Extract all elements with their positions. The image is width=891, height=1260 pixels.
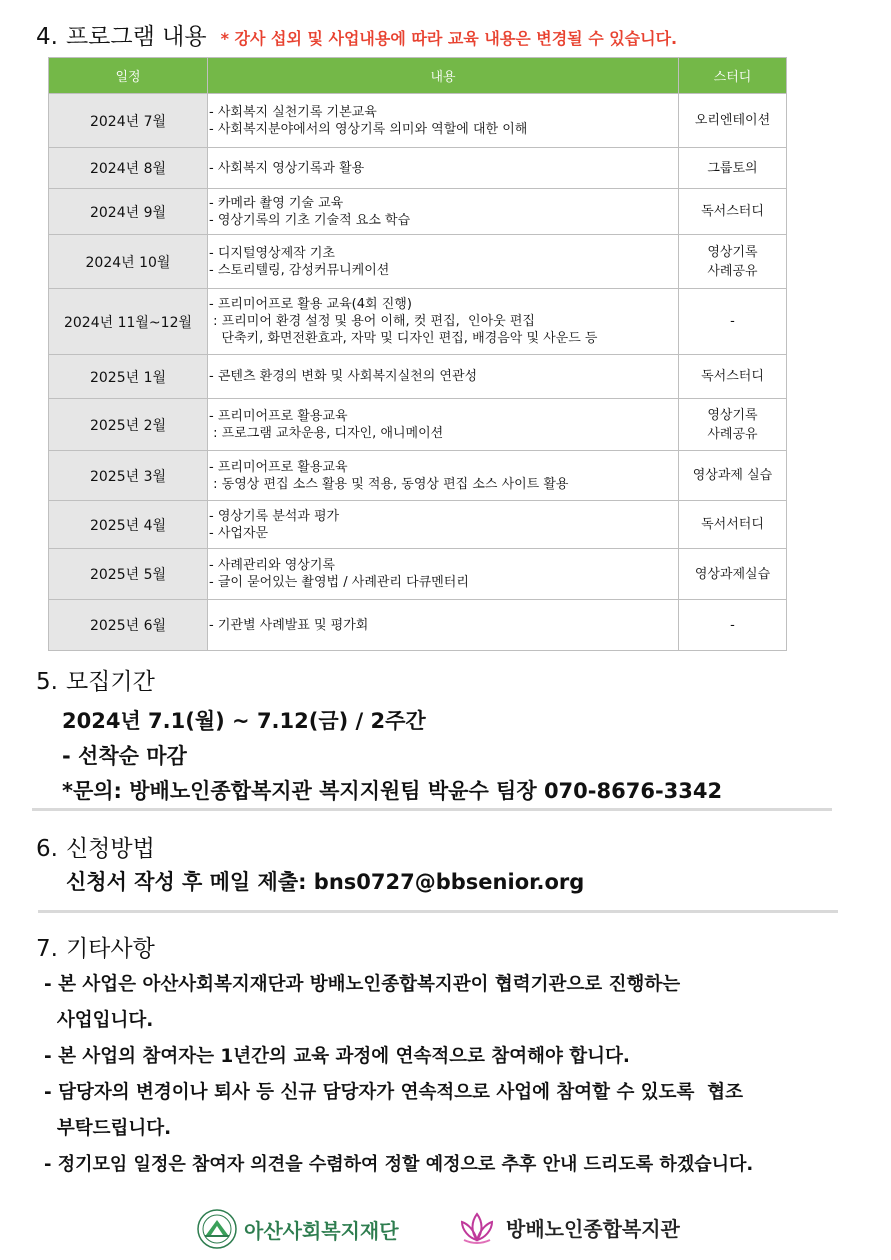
study-cell (679, 235, 787, 289)
content-cell (208, 148, 679, 189)
content-line: - 영상기록의 기초 기술적 요소 학습 (209, 212, 411, 228)
misc-item-4 (44, 1147, 753, 1183)
content-line: - 디지털영상제작 기초 (209, 245, 335, 261)
program-section-title (36, 18, 677, 51)
section-number: 4. (36, 24, 58, 50)
table-row (49, 94, 787, 148)
period-cell: 2024년 9월 (49, 189, 208, 235)
study-cell (679, 600, 787, 651)
study-line: 오리엔테이션 (694, 113, 771, 128)
content-line: - 영상기록 분석과 평가 (209, 508, 340, 524)
content-line: : 프리미어 환경 설정 및 용어 이해, 컷 편집, 인아웃 편집 (209, 314, 535, 329)
recruit-contact: *문의: 방배노인종합복지관 복지지원팀 박윤수 팀장 070-8676-3342 (62, 779, 723, 803)
recruit-details (62, 704, 722, 809)
header-content: 내용 (208, 58, 679, 94)
program-table (48, 57, 787, 651)
content-line: : 프로그램 교차운용, 디자인, 애니메이션 (209, 425, 444, 441)
recruit-period: 2024년 7.1(월) ~ 7.12(금) / 2주간 (62, 709, 426, 733)
table-row (49, 289, 787, 355)
study-line: 독서스터디 (701, 204, 764, 219)
table-row (49, 189, 787, 235)
period-cell: 2025년 6월 (49, 600, 208, 651)
content-line: - 사회복지 실천기록 기본교육 (209, 104, 377, 120)
footer (0, 1200, 891, 1260)
content-line: - 콘텐츠 환경의 변화 및 사회복지실천의 연관성 (209, 369, 478, 384)
misc-item-2 (44, 1039, 630, 1075)
misc-item-line: 부탁드립니다. (44, 1118, 172, 1139)
study-cell (679, 289, 787, 355)
divider (32, 808, 832, 811)
study-cell (679, 399, 787, 451)
period-cell: 2024년 10월 (49, 235, 208, 289)
bangbae-center-logo (456, 1208, 680, 1246)
recruit-first-come: - 선착순 마감 (62, 744, 187, 768)
content-cell (208, 549, 679, 600)
study-cell (679, 189, 787, 235)
content-cell (208, 235, 679, 289)
misc-item-line: - 담당자의 변경이나 퇴사 등 신규 담당자가 연속적으로 사업에 참여할 수 있도록 협조 (44, 1082, 744, 1103)
content-cell (208, 94, 679, 148)
misc-item-1 (44, 967, 680, 1039)
study-line: - (730, 617, 735, 633)
study-cell (679, 355, 787, 399)
content-line: : 동영상 편집 소스 활용 및 적용, 동영상 편집 소스 사이트 활용 (209, 476, 569, 492)
content-line: - 프리미어프로 활용교육 (209, 459, 348, 475)
section-heading: 모집기간 (65, 669, 155, 695)
lotus-icon (456, 1208, 498, 1246)
apply-section-title (36, 830, 155, 863)
period-cell: 2024년 8월 (49, 148, 208, 189)
content-cell (208, 501, 679, 549)
study-line: 영상기록 (707, 244, 758, 260)
content-line: - 글이 묻어있는 촬영법 / 사례관리 다큐멘터리 (209, 575, 469, 590)
content-line: - 사례관리와 영상기록 (209, 558, 335, 573)
study-cell (679, 451, 787, 501)
misc-item-line: - 본 사업의 참여자는 1년간의 교육 과정에 연속적으로 참여해야 합니다. (44, 1046, 630, 1067)
content-line: - 카메라 촬영 기술 교육 (209, 195, 344, 211)
table-row (49, 600, 787, 651)
recruit-section-title (36, 663, 155, 696)
content-line: - 기관별 사례발표 및 평가회 (209, 617, 369, 633)
content-line: - 사회복지 영상기록과 활용 (209, 160, 365, 176)
study-cell (679, 94, 787, 148)
period-cell: 2025년 2월 (49, 399, 208, 451)
header-period: 일정 (49, 58, 208, 94)
content-line: - 프리미어프로 활용 교육(4회 진행) (209, 297, 412, 312)
misc-item-3 (44, 1075, 743, 1147)
divider (38, 910, 838, 913)
period-cell: 2024년 11월~12월 (49, 289, 208, 355)
period-cell: 2025년 5월 (49, 549, 208, 600)
study-line: 영상과제실습 (694, 566, 771, 582)
table-row (49, 355, 787, 399)
content-line: - 사회복지분야에서의 영상기록 의미와 역할에 대한 이해 (209, 121, 528, 137)
study-cell (679, 148, 787, 189)
section-number: 5. (36, 669, 58, 695)
section-number: 7. (36, 936, 58, 962)
table-row (49, 549, 787, 600)
apply-method: 신청서 작성 후 메일 제출: bns0727@bbsenior.org (66, 870, 585, 894)
content-cell (208, 451, 679, 501)
period-cell: 2024년 7월 (49, 94, 208, 148)
study-line: 영상기록 (707, 407, 758, 423)
table-row (49, 148, 787, 189)
misc-item-line: - 정기모임 일정은 참여자 의견을 수렴하여 정할 예정으로 추후 안내 드리도록 하겠습니다. (44, 1154, 754, 1175)
section-number: 6. (36, 836, 58, 862)
section-heading: 기타사항 (65, 936, 155, 962)
table-row (49, 501, 787, 549)
content-cell (208, 600, 679, 651)
period-cell: 2025년 4월 (49, 501, 208, 549)
content-line: - 스토리텔링, 감성커뮤니케이션 (209, 262, 390, 278)
content-line: - 사업자문 (209, 525, 269, 541)
study-line: 사례공유 (707, 426, 758, 442)
content-line: 단축키, 화면전환효과, 자막 및 디자인 편집, 배경음악 및 사운드 등 (209, 331, 598, 346)
section-heading: 프로그램 내용 (65, 24, 207, 50)
study-line: 영상과제 실습 (692, 468, 773, 483)
content-line: - 프리미어프로 활용교육 (209, 408, 348, 424)
study-line: 그룹토의 (707, 160, 758, 176)
study-line: - (730, 314, 735, 329)
content-cell (208, 399, 679, 451)
asan-foundation-name: 아산사회복지재단 (244, 1218, 399, 1243)
table-row (49, 235, 787, 289)
study-cell (679, 501, 787, 549)
period-cell: 2025년 1월 (49, 355, 208, 399)
misc-section-title (36, 930, 155, 963)
change-notice: * 강사 섭외 및 사업내용에 따라 교육 내용은 변경될 수 있습니다. (220, 29, 678, 48)
misc-item-line: 사업입니다. (44, 1010, 154, 1031)
asan-foundation-logo (196, 1208, 399, 1250)
content-cell (208, 355, 679, 399)
table-row (49, 451, 787, 501)
study-line: 독서스터디 (701, 369, 764, 384)
section-heading: 신청방법 (65, 836, 155, 862)
asan-emblem-icon (196, 1208, 238, 1250)
header-study: 스터디 (679, 58, 787, 94)
study-line: 사례공유 (707, 263, 758, 279)
study-cell (679, 549, 787, 600)
period-cell: 2025년 3월 (49, 451, 208, 501)
content-cell (208, 289, 679, 355)
table-row (49, 399, 787, 451)
content-cell (208, 189, 679, 235)
bangbae-center-name: 방배노인종합복지관 (506, 1216, 680, 1241)
misc-item-line: - 본 사업은 아산사회복지재단과 방배노인종합복지관이 협력기관으로 진행하는 (44, 974, 681, 995)
study-line: 독서서터디 (701, 517, 764, 532)
